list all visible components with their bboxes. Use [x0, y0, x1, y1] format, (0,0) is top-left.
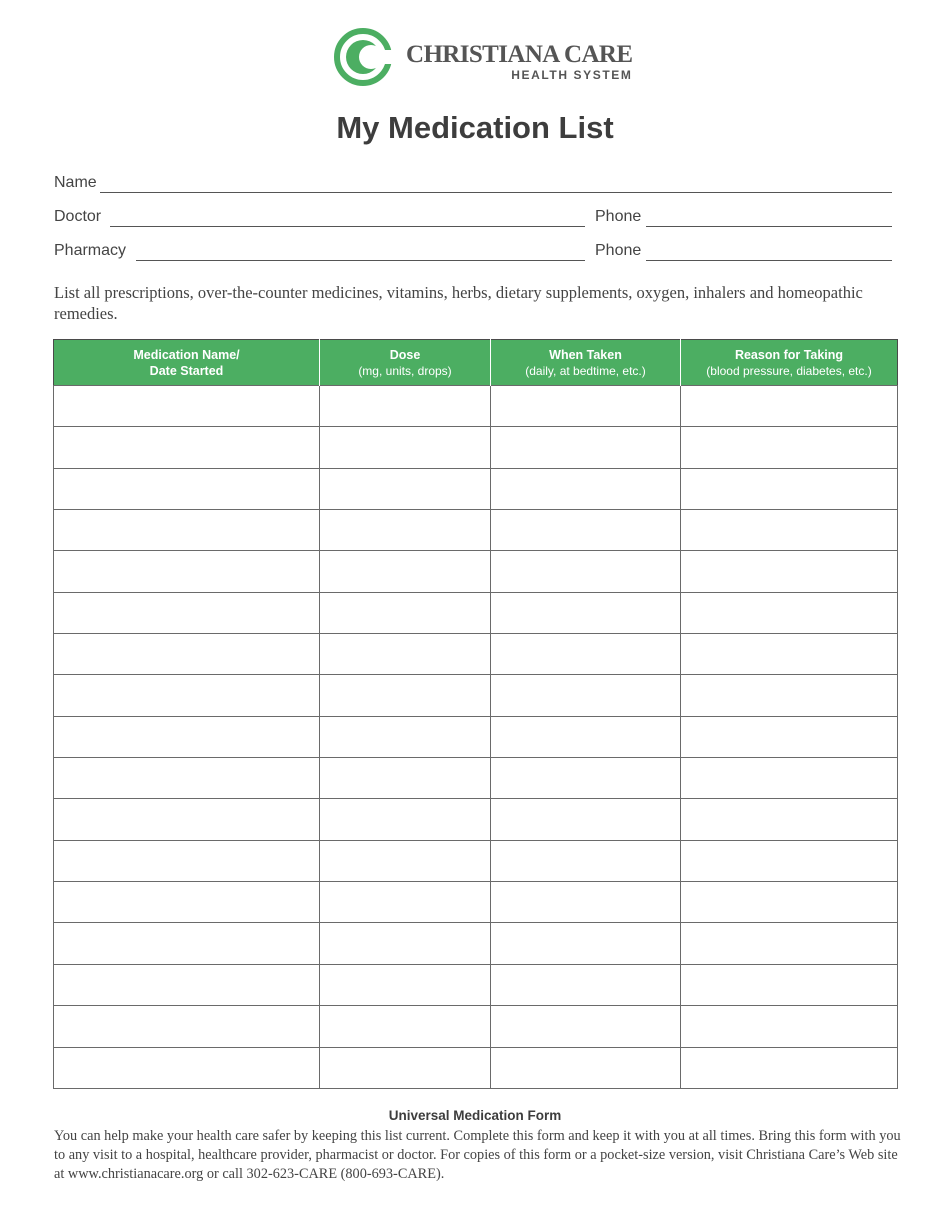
reason-cell[interactable]: [681, 716, 898, 757]
doctor-phone-input-line[interactable]: [646, 226, 892, 227]
dose-cell[interactable]: [320, 882, 491, 923]
pharmacy-field[interactable]: [54, 241, 585, 261]
when-taken-cell[interactable]: [491, 634, 681, 675]
logo-name: CHRISTIANA CARE: [406, 41, 633, 68]
dose-cell[interactable]: [320, 510, 491, 551]
dose-cell[interactable]: [320, 634, 491, 675]
table-row: [54, 1006, 898, 1047]
header-reason: [681, 340, 898, 386]
header-when-taken-label: When Taken: [549, 347, 622, 362]
name-label: Name: [54, 174, 97, 191]
dose-cell[interactable]: [320, 675, 491, 716]
when-taken-cell[interactable]: [491, 510, 681, 551]
when-taken-cell[interactable]: [491, 427, 681, 468]
table-row: [54, 1047, 898, 1089]
reason-cell[interactable]: [681, 1047, 898, 1089]
dose-cell[interactable]: [320, 468, 491, 509]
when-taken-cell[interactable]: [491, 923, 681, 964]
medication-name-cell[interactable]: [54, 675, 320, 716]
table-row: [54, 964, 898, 1005]
table-row: [54, 468, 898, 509]
pharmacy-label: Pharmacy: [54, 242, 127, 259]
medication-name-cell[interactable]: [54, 551, 320, 592]
header-reason-sub: (blood pressure, diabetes, etc.): [706, 363, 872, 378]
pharmacy-input-line[interactable]: [136, 260, 585, 261]
dose-cell[interactable]: [320, 592, 491, 633]
header-when-taken-sub: (daily, at bedtime, etc.): [525, 363, 646, 378]
table-row: [54, 386, 898, 427]
medication-name-cell[interactable]: [54, 840, 320, 881]
when-taken-cell[interactable]: [491, 675, 681, 716]
header-dose-sub: (mg, units, drops): [358, 363, 452, 378]
footer-text: You can help make your health care safer by keeping this list current. Complete this form and keep it with you at all times. Bring this form with you to any visit to a hospital, healthcare provider, pharmacist or doctor. For copies of this form or a pocket-size version, visit Christiana Care’s Web site at www.christianacare.org or call 302-623-CARE (800-693-CARE).: [54, 1128, 901, 1182]
medication-name-cell[interactable]: [54, 923, 320, 964]
name-field[interactable]: [54, 173, 892, 193]
table-row: [54, 510, 898, 551]
reason-cell[interactable]: [681, 551, 898, 592]
table-header-row: [54, 340, 898, 386]
medication-name-cell[interactable]: [54, 964, 320, 1005]
reason-cell[interactable]: [681, 923, 898, 964]
doctor-input-line[interactable]: [110, 226, 585, 227]
medication-name-cell[interactable]: [54, 1006, 320, 1047]
table-row: [54, 882, 898, 923]
table-row: [54, 427, 898, 468]
instructions-text: List all prescriptions, over-the-counter medicines, vitamins, herbs, dietary supplements, oxygen, inhalers and homeopathic remedies.: [54, 283, 863, 323]
logo-wordmark: [406, 42, 632, 81]
doctor-label: Doctor: [54, 208, 102, 225]
when-taken-cell[interactable]: [491, 1006, 681, 1047]
medication-name-cell[interactable]: [54, 882, 320, 923]
dose-cell[interactable]: [320, 386, 491, 427]
when-taken-cell[interactable]: [491, 799, 681, 840]
medication-name-cell[interactable]: [54, 799, 320, 840]
table-row: [54, 551, 898, 592]
table-row: [54, 923, 898, 964]
when-taken-cell[interactable]: [491, 840, 681, 881]
dose-cell[interactable]: [320, 551, 491, 592]
reason-cell[interactable]: [681, 840, 898, 881]
table-row: [54, 758, 898, 799]
when-taken-cell[interactable]: [491, 1047, 681, 1089]
when-taken-cell[interactable]: [491, 716, 681, 757]
table-row: [54, 634, 898, 675]
when-taken-cell[interactable]: [491, 386, 681, 427]
table-row: [54, 799, 898, 840]
table-row: [54, 675, 898, 716]
dose-cell[interactable]: [320, 758, 491, 799]
when-taken-cell[interactable]: [491, 964, 681, 1005]
reason-cell[interactable]: [681, 1006, 898, 1047]
dose-cell[interactable]: [320, 799, 491, 840]
doctor-phone-label: Phone: [595, 208, 642, 225]
reason-cell[interactable]: [681, 592, 898, 633]
medication-rows: [54, 386, 898, 1089]
header-medication-name-line1: Medication Name/: [133, 347, 240, 362]
reason-cell[interactable]: [681, 510, 898, 551]
pharmacy-phone-field[interactable]: [595, 241, 892, 261]
medication-name-cell[interactable]: [54, 1047, 320, 1089]
reason-cell[interactable]: [681, 386, 898, 427]
medication-name-cell[interactable]: [54, 716, 320, 757]
dose-cell[interactable]: [320, 427, 491, 468]
header-dose: [320, 340, 491, 386]
table-row: [54, 716, 898, 757]
header-dose-label: Dose: [389, 347, 421, 362]
dose-cell[interactable]: [320, 1006, 491, 1047]
when-taken-cell[interactable]: [491, 882, 681, 923]
header-medication-name-line2: Date Started: [149, 363, 224, 378]
medication-name-cell[interactable]: [54, 758, 320, 799]
when-taken-cell[interactable]: [491, 551, 681, 592]
pharmacy-phone-label: Phone: [595, 242, 642, 259]
reason-cell[interactable]: [681, 468, 898, 509]
page-title: My Medication List: [336, 110, 614, 145]
when-taken-cell[interactable]: [491, 758, 681, 799]
reason-cell[interactable]: [681, 799, 898, 840]
christiana-care-logo: [334, 28, 633, 88]
dose-cell[interactable]: [320, 923, 491, 964]
dose-cell[interactable]: [320, 840, 491, 881]
medication-name-cell[interactable]: [54, 427, 320, 468]
crescent-c-logo-icon: [334, 28, 392, 86]
medication-name-cell[interactable]: [54, 468, 320, 509]
reason-cell[interactable]: [681, 634, 898, 675]
doctor-field[interactable]: [54, 207, 585, 227]
medication-name-cell[interactable]: [54, 634, 320, 675]
dose-cell[interactable]: [320, 716, 491, 757]
logo-subname: HEALTH SYSTEM: [511, 68, 633, 82]
reason-cell[interactable]: [681, 758, 898, 799]
table-row: [54, 592, 898, 633]
medication-name-cell[interactable]: [54, 592, 320, 633]
name-input-line[interactable]: [100, 192, 892, 193]
reason-cell[interactable]: [681, 675, 898, 716]
medication-name-cell[interactable]: [54, 510, 320, 551]
doctor-phone-field[interactable]: [595, 207, 892, 227]
dose-cell[interactable]: [320, 964, 491, 1005]
header-medication-name: [54, 340, 320, 386]
medication-name-cell[interactable]: [54, 386, 320, 427]
dose-cell[interactable]: [320, 1047, 491, 1089]
reason-cell[interactable]: [681, 882, 898, 923]
header-reason-label: Reason for Taking: [734, 347, 844, 362]
reason-cell[interactable]: [681, 964, 898, 1005]
medication-table: [53, 339, 898, 1089]
header-when-taken: [491, 340, 681, 386]
when-taken-cell[interactable]: [491, 468, 681, 509]
footer-title: Universal Medication Form: [388, 1108, 562, 1123]
when-taken-cell[interactable]: [491, 592, 681, 633]
reason-cell[interactable]: [681, 427, 898, 468]
table-row: [54, 840, 898, 881]
pharmacy-phone-input-line[interactable]: [646, 260, 892, 261]
